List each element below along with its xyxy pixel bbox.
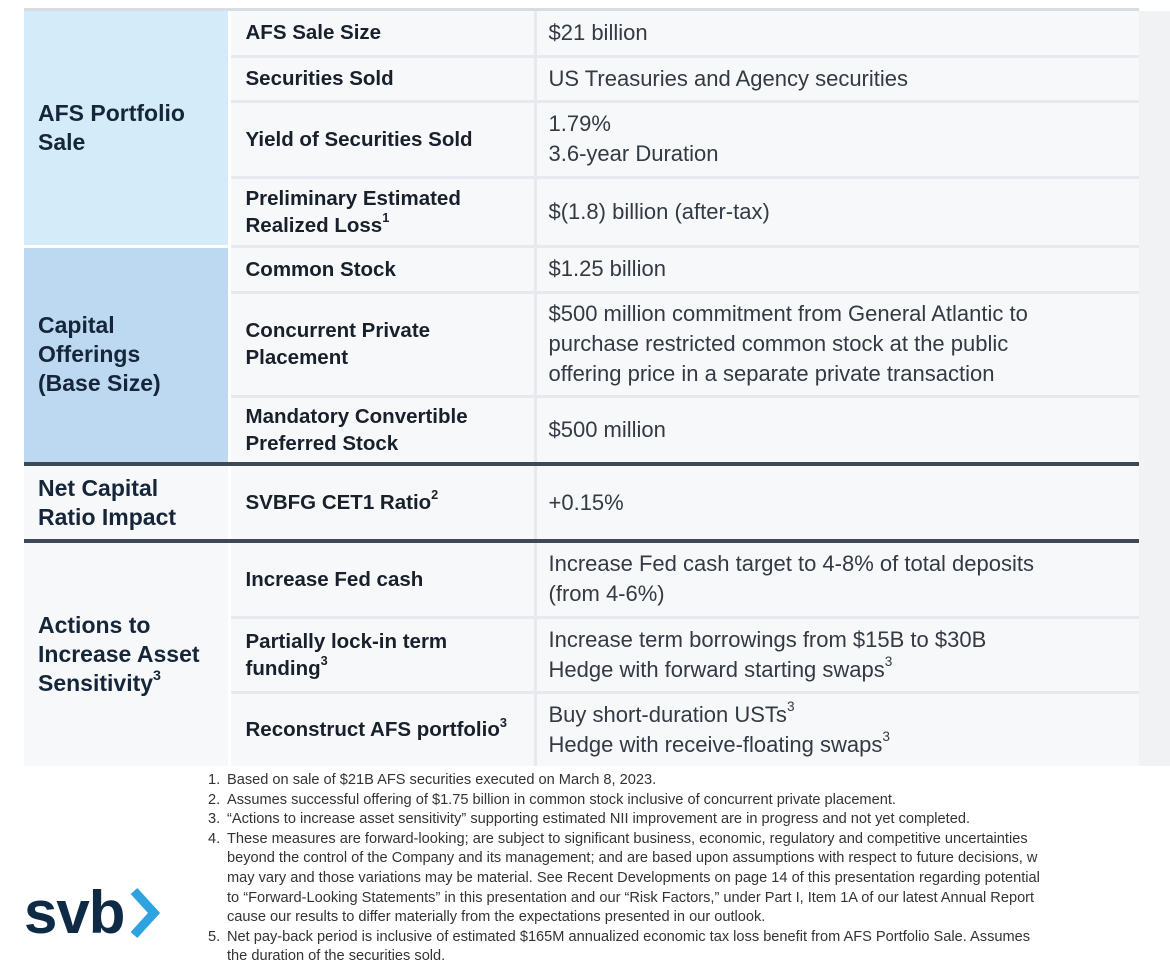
footnote-marker: 3 — [882, 729, 890, 745]
right-edge-panel — [1139, 11, 1170, 766]
row-value: Increase term borrowings from $15B to $30B Hedge with forward starting swaps$^3$ — [535, 617, 1139, 692]
footnote: cause our results to differ materially from the expectations presented in our outlook. — [227, 909, 766, 926]
logo-wordmark: svb — [24, 879, 125, 946]
footnote: 3. “Actions to increase asset sensitivity” supporting estimated NII improvement are in progress and not yet completed. — [208, 811, 971, 828]
row-label: AFS Sale Size — [229, 11, 535, 56]
footnote: 2. Assumes successful offering of $1.75 billion in common stock inclusive of concurrent private placement. — [208, 791, 896, 808]
row-value: $21 billion — [535, 11, 1139, 56]
footnote: 1. Based on sale of $21B AFS securities executed on March 8, 2023. — [208, 772, 657, 788]
row-label: Common Stock — [229, 246, 535, 292]
summary-table — [24, 11, 1139, 766]
section-capital-offerings: Capital Offerings (Base Size) — [24, 246, 229, 464]
section-line: Sale — [38, 128, 86, 155]
row-label: Reconstruct AFS portfolio$^3$ — [229, 692, 535, 766]
table-row — [24, 246, 1139, 292]
table-row — [24, 11, 1139, 56]
footnote: 4. These measures are forward-looking; are subject to significant business, economic, regulatory and competitive uncertainties — [208, 830, 1028, 847]
row-value: +0.15% — [535, 464, 1139, 541]
footnote: to “Forward-Looking Statements” in this presentation and our “Risk Factors,” under Part I, Item 1A of our latest Annual Report — [227, 889, 1035, 906]
footnotes — [208, 771, 1170, 967]
table-row — [24, 464, 1139, 541]
row-value: US Treasuries and Agency securities — [535, 56, 1139, 101]
row-label: Increase Fed cash — [229, 541, 535, 617]
row-label: SVBFG CET1 Ratio$^2$ — [229, 464, 535, 541]
footnote: beyond the control of the Company and its management; and are based upon assumptions with respect to future decisions, w — [227, 850, 1038, 867]
footnote-marker: 3 — [320, 652, 328, 668]
row-label: Concurrent Private Placement — [229, 292, 535, 396]
row-value: 1.79% 3.6-year Duration — [535, 101, 1139, 177]
row-label: Preliminary Estimated Realized Loss$^1$ — [229, 177, 535, 246]
row-value: $1.25 billion — [535, 246, 1139, 292]
svb-logo — [24, 878, 162, 948]
row-value: $(1.8) billion (after-tax) — [535, 177, 1139, 246]
footnote-marker: 2 — [431, 487, 439, 503]
row-value: $500 million — [535, 396, 1139, 464]
section-afs-portfolio-sale — [24, 11, 229, 246]
chevron-right-icon — [128, 885, 162, 941]
table-row — [24, 541, 1139, 617]
footnote-marker: 1 — [382, 209, 390, 225]
footnote: 5. Net pay-back period is inclusive of estimated $165M annualized economic tax loss benefit from AFS Portfolio Sale. Assumes — [208, 928, 1031, 945]
row-value: $500 million commitment from General Atlantic to purchase restricted common stock at the public offering price in a separate private transaction — [535, 292, 1139, 396]
footnote-marker: 3 — [786, 699, 795, 715]
section-line: AFS Portfolio — [38, 99, 185, 126]
footnote-marker: 3 — [884, 654, 893, 670]
section-actions-to-increase-asset-sensitivity: Actions to Increase Asset Sensitivity$^3$ — [24, 541, 229, 766]
row-label: Mandatory Convertible Preferred Stock — [229, 396, 535, 464]
row-label: Yield of Securities Sold — [229, 101, 535, 177]
section-net-capital-ratio-impact: Net Capital Ratio Impact — [24, 464, 229, 541]
footnote-marker: 3 — [153, 668, 161, 685]
row-value: Increase Fed cash target to 4-8% of total deposits (from 4-6%) — [535, 541, 1139, 617]
footnote-marker: 3 — [499, 714, 507, 730]
footnote: the duration of the securities sold. — [227, 948, 446, 965]
row-label: Partially lock-in term funding$^3$ — [229, 617, 535, 692]
row-value: Buy short-duration USTs$^3$ Hedge with receive-floating swaps$^3$ — [535, 692, 1139, 766]
footnote: may vary and those variations may be material. See Recent Developments on page 14 of this presentation regarding potential — [227, 869, 1040, 886]
row-label: Securities Sold — [229, 56, 535, 101]
